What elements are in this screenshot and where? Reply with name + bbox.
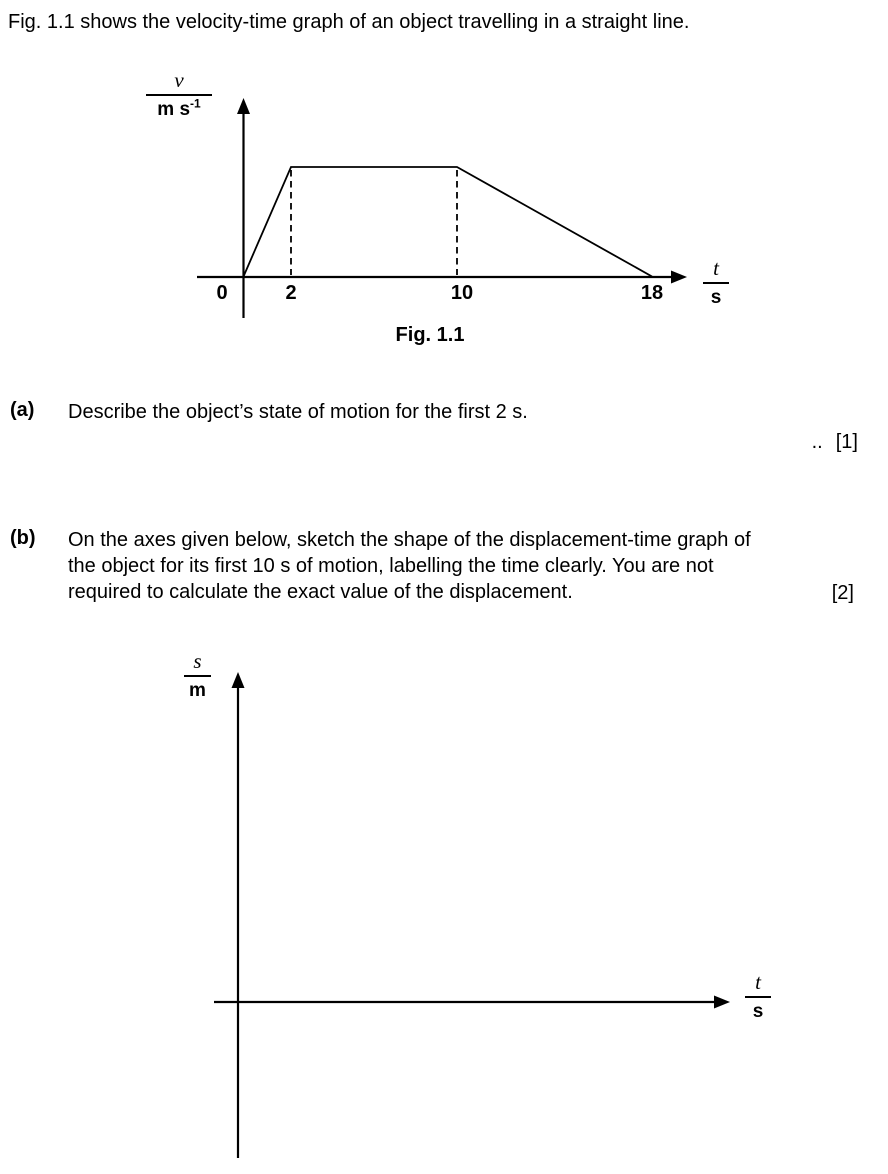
intro-text: Fig. 1.1 shows the velocity-time graph of an object travelling in a straight line. [8,11,690,33]
question-a-marks-row [812,430,858,454]
fig1-v-axis-label [146,70,212,120]
fig2-s-axis-label-denominator: m [184,675,211,701]
question-b-line-2: the object for its first 10 s of motion, labelling the time clearly. You are not [68,555,714,577]
fig2-t-axis-arrowhead-icon [714,996,730,1009]
fig1-tick-2: 2 [285,282,297,304]
question-b-label: (b) [10,527,36,549]
question-a-marks: [1] [835,431,858,453]
fig1-t-axis-label-numerator: t [713,256,719,280]
fig2-t-axis-label-denominator: s [745,996,771,1022]
question-b-marks: [2] [831,582,854,604]
fig2-s-axis-label [184,651,211,701]
fig1-t-axis-label [703,258,729,308]
fig2-t-axis-label [745,972,771,1022]
fig1-t-axis-label-denominator: s [703,282,729,308]
question-b-line-3: required to calculate the exact value of the displacement. [68,581,573,603]
fig2-s-axis-arrowhead-icon [232,672,245,688]
fig1-tick-10: 10 [450,282,474,304]
fig1-v-axis-arrowhead-icon [237,98,250,114]
fig2-s-axis-label-numerator: s [193,649,202,673]
question-a-text: Describe the object’s state of motion for the first 2 s. [68,401,528,423]
fig2-t-axis-label-numerator: t [755,970,761,994]
question-b-marks-row [832,581,854,605]
question-b-line-1: On the axes given below, sketch the shape of the displacement-time graph of [68,529,751,551]
fig1-tick-18: 18 [640,282,664,304]
question-a-label: (a) [10,399,35,421]
question-a-answer-dots: .. [811,431,823,453]
fig1-v-axis-label-numerator: v [174,68,184,92]
fig2-blank-axes [214,672,730,1158]
fig1-velocity-curve [244,167,653,277]
question-b-text [68,527,751,605]
fig1-v-axis-unit: m s [157,99,191,120]
fig1-tick-0: 0 [216,282,228,304]
fig1-v-axis-unit-exponent: -1 [190,96,201,111]
fig1-caption: Fig. 1.1 [395,324,465,346]
fig1-v-axis-label-denominator [146,94,212,120]
